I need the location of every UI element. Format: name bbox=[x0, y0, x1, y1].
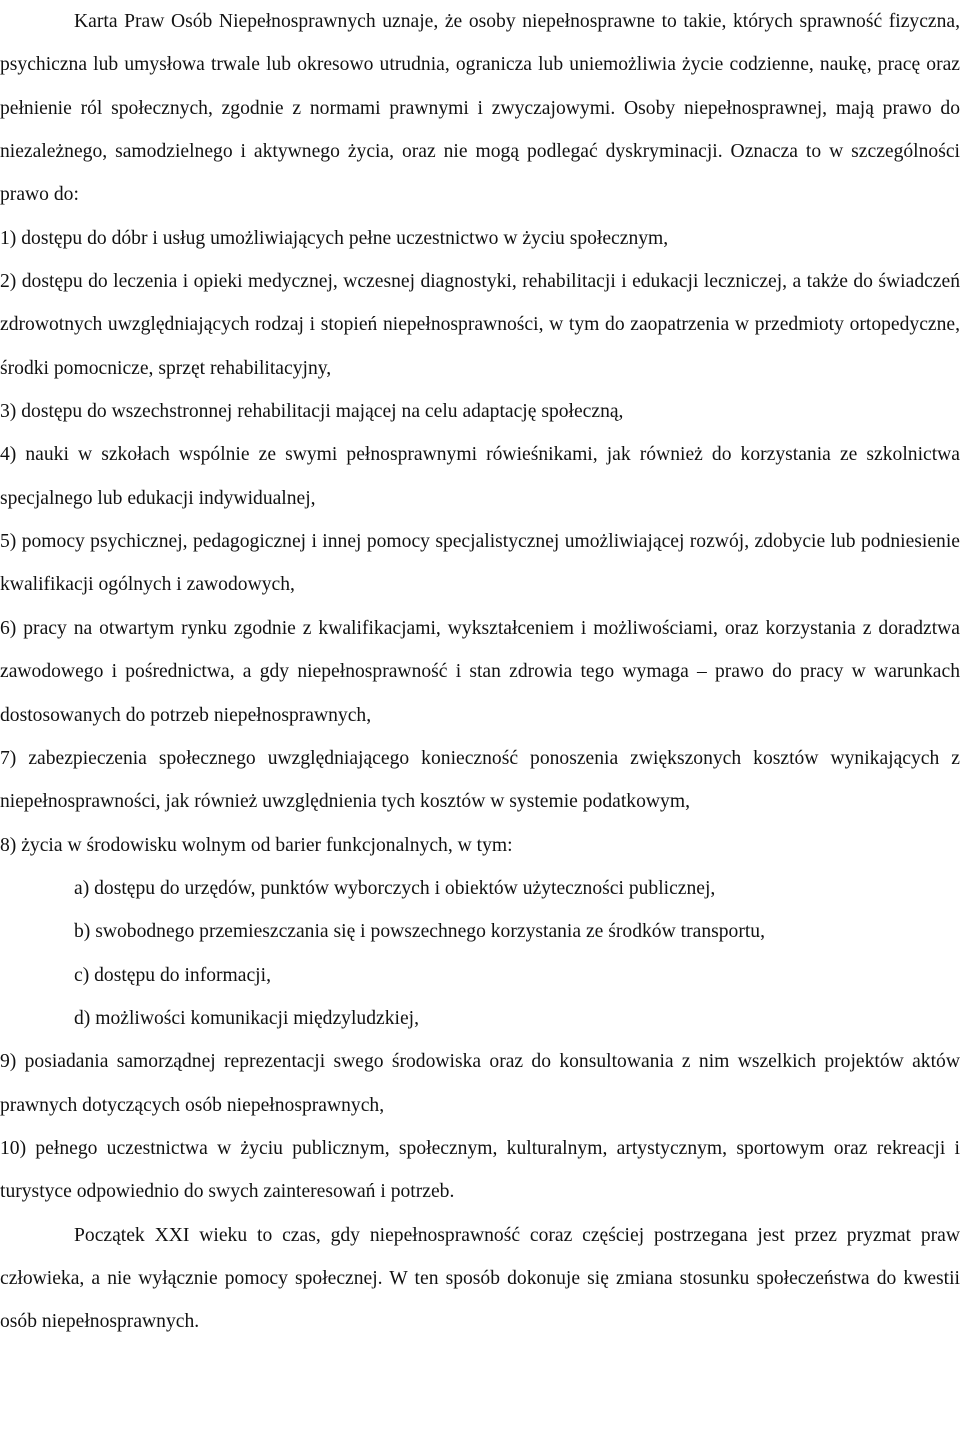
closing-paragraph: Początek XXI wieku to czas, gdy niepełnosprawność coraz częściej postrzegana jest przez pryzmat praw człowieka, a nie wyłącznie pomocy społecznej. W ten sposób dokonuje się zmiana stosunku społeczeństwa do kwestii osób niepełnosprawnych. bbox=[0, 1224, 960, 1333]
right-item-4: 4) nauki w szkołach wspólnie ze swymi pełnosprawnymi rówieśnikami, jak również do korzystania ze szkolnictwa specjalnego lub edukacji indywidualnej, bbox=[0, 444, 960, 509]
intro-paragraph: Karta Praw Osób Niepełnosprawnych uznaje, że osoby niepełnosprawne to takie, których sprawność fizyczna, psychiczna lub umysłowa trwale lub okresowo utrudnia, ogranicza lub uniemożliwia życie codzienne, naukę, pracę oraz pełnienie ról społecznych, zgodnie z normami prawnymi i zwyczajowymi. Osoby niepełnosprawnej, mają prawo do niezależnego, samodzielnego i aktywnego życia, oraz nie mogą podlegać dyskryminacji. Oznacza to w szczególności prawo do: bbox=[0, 11, 960, 206]
subitem-a: a) dostępu do urzędów, punktów wyborczych i obiektów użyteczności publicznej, bbox=[74, 877, 716, 899]
right-item-5: 5) pomocy psychicznej, pedagogicznej i innej pomocy specjalistycznej umożliwiającej rozwój, zdobycie lub podniesienie kwalifikacji ogólnych i zawodowych, bbox=[0, 531, 960, 596]
right-item-10: 10) pełnego uczestnictwa w życiu publicznym, społecznym, kulturalnym, artystycznym, sportowym oraz rekreacji i turystyce odpowiednio do swych zainteresowań i potrzeb. bbox=[0, 1137, 960, 1203]
right-item-8: 8) życia w środowisku wolnym od barier funkcjonalnych, w tym: bbox=[0, 834, 513, 856]
right-item-7: 7) zabezpieczenia społecznego uwzględniającego konieczność ponoszenia zwiększonych kosztów wynikających z niepełnosprawności, jak również uwzględnienia tych kosztów w systemie podatkowym, bbox=[0, 747, 960, 813]
right-item-1: 1) dostępu do dóbr i usług umożliwiających pełne uczestnictwo w życiu społecznym, bbox=[0, 227, 669, 249]
right-item-2: 2) dostępu do leczenia i opieki medycznej, wczesnej diagnostyki, rehabilitacji i edukacji leczniczej, a także do świadczeń zdrowotnych uwzględniających rodzaj i stopień niepełnosprawności, w tym do zaopatrzenia w przedmioty ortopedyczne, środki pomocnicze, sprzęt rehabilitacyjny, bbox=[0, 271, 960, 379]
right-item-9: 9) posiadania samorządnej reprezentacji swego środowiska oraz do konsultowania z nim wszelkich projektów aktów prawnych dotyczących osób niepełnosprawnych, bbox=[0, 1051, 960, 1116]
subitem-b: b) swobodnego przemieszczania się i powszechnego korzystania ze środków transportu, bbox=[74, 921, 765, 943]
right-item-6: 6) pracy na otwartym rynku zgodnie z kwalifikacjami, wykształceniem i możliwościami, oraz korzystania z doradztwa zawodowego i pośrednictwa, a gdy niepełnosprawność i stan zdrowia tego wymaga – prawo do pracy w warunkach dostosowanych do potrzeb niepełnosprawnych, bbox=[0, 617, 960, 726]
subitem-d: d) możliwości komunikacji międzyludzkiej, bbox=[74, 1007, 419, 1029]
right-item-3: 3) dostępu do wszechstronnej rehabilitacji mającej na celu adaptację społeczną, bbox=[0, 401, 624, 423]
subitem-c: c) dostępu do informacji, bbox=[74, 964, 271, 986]
